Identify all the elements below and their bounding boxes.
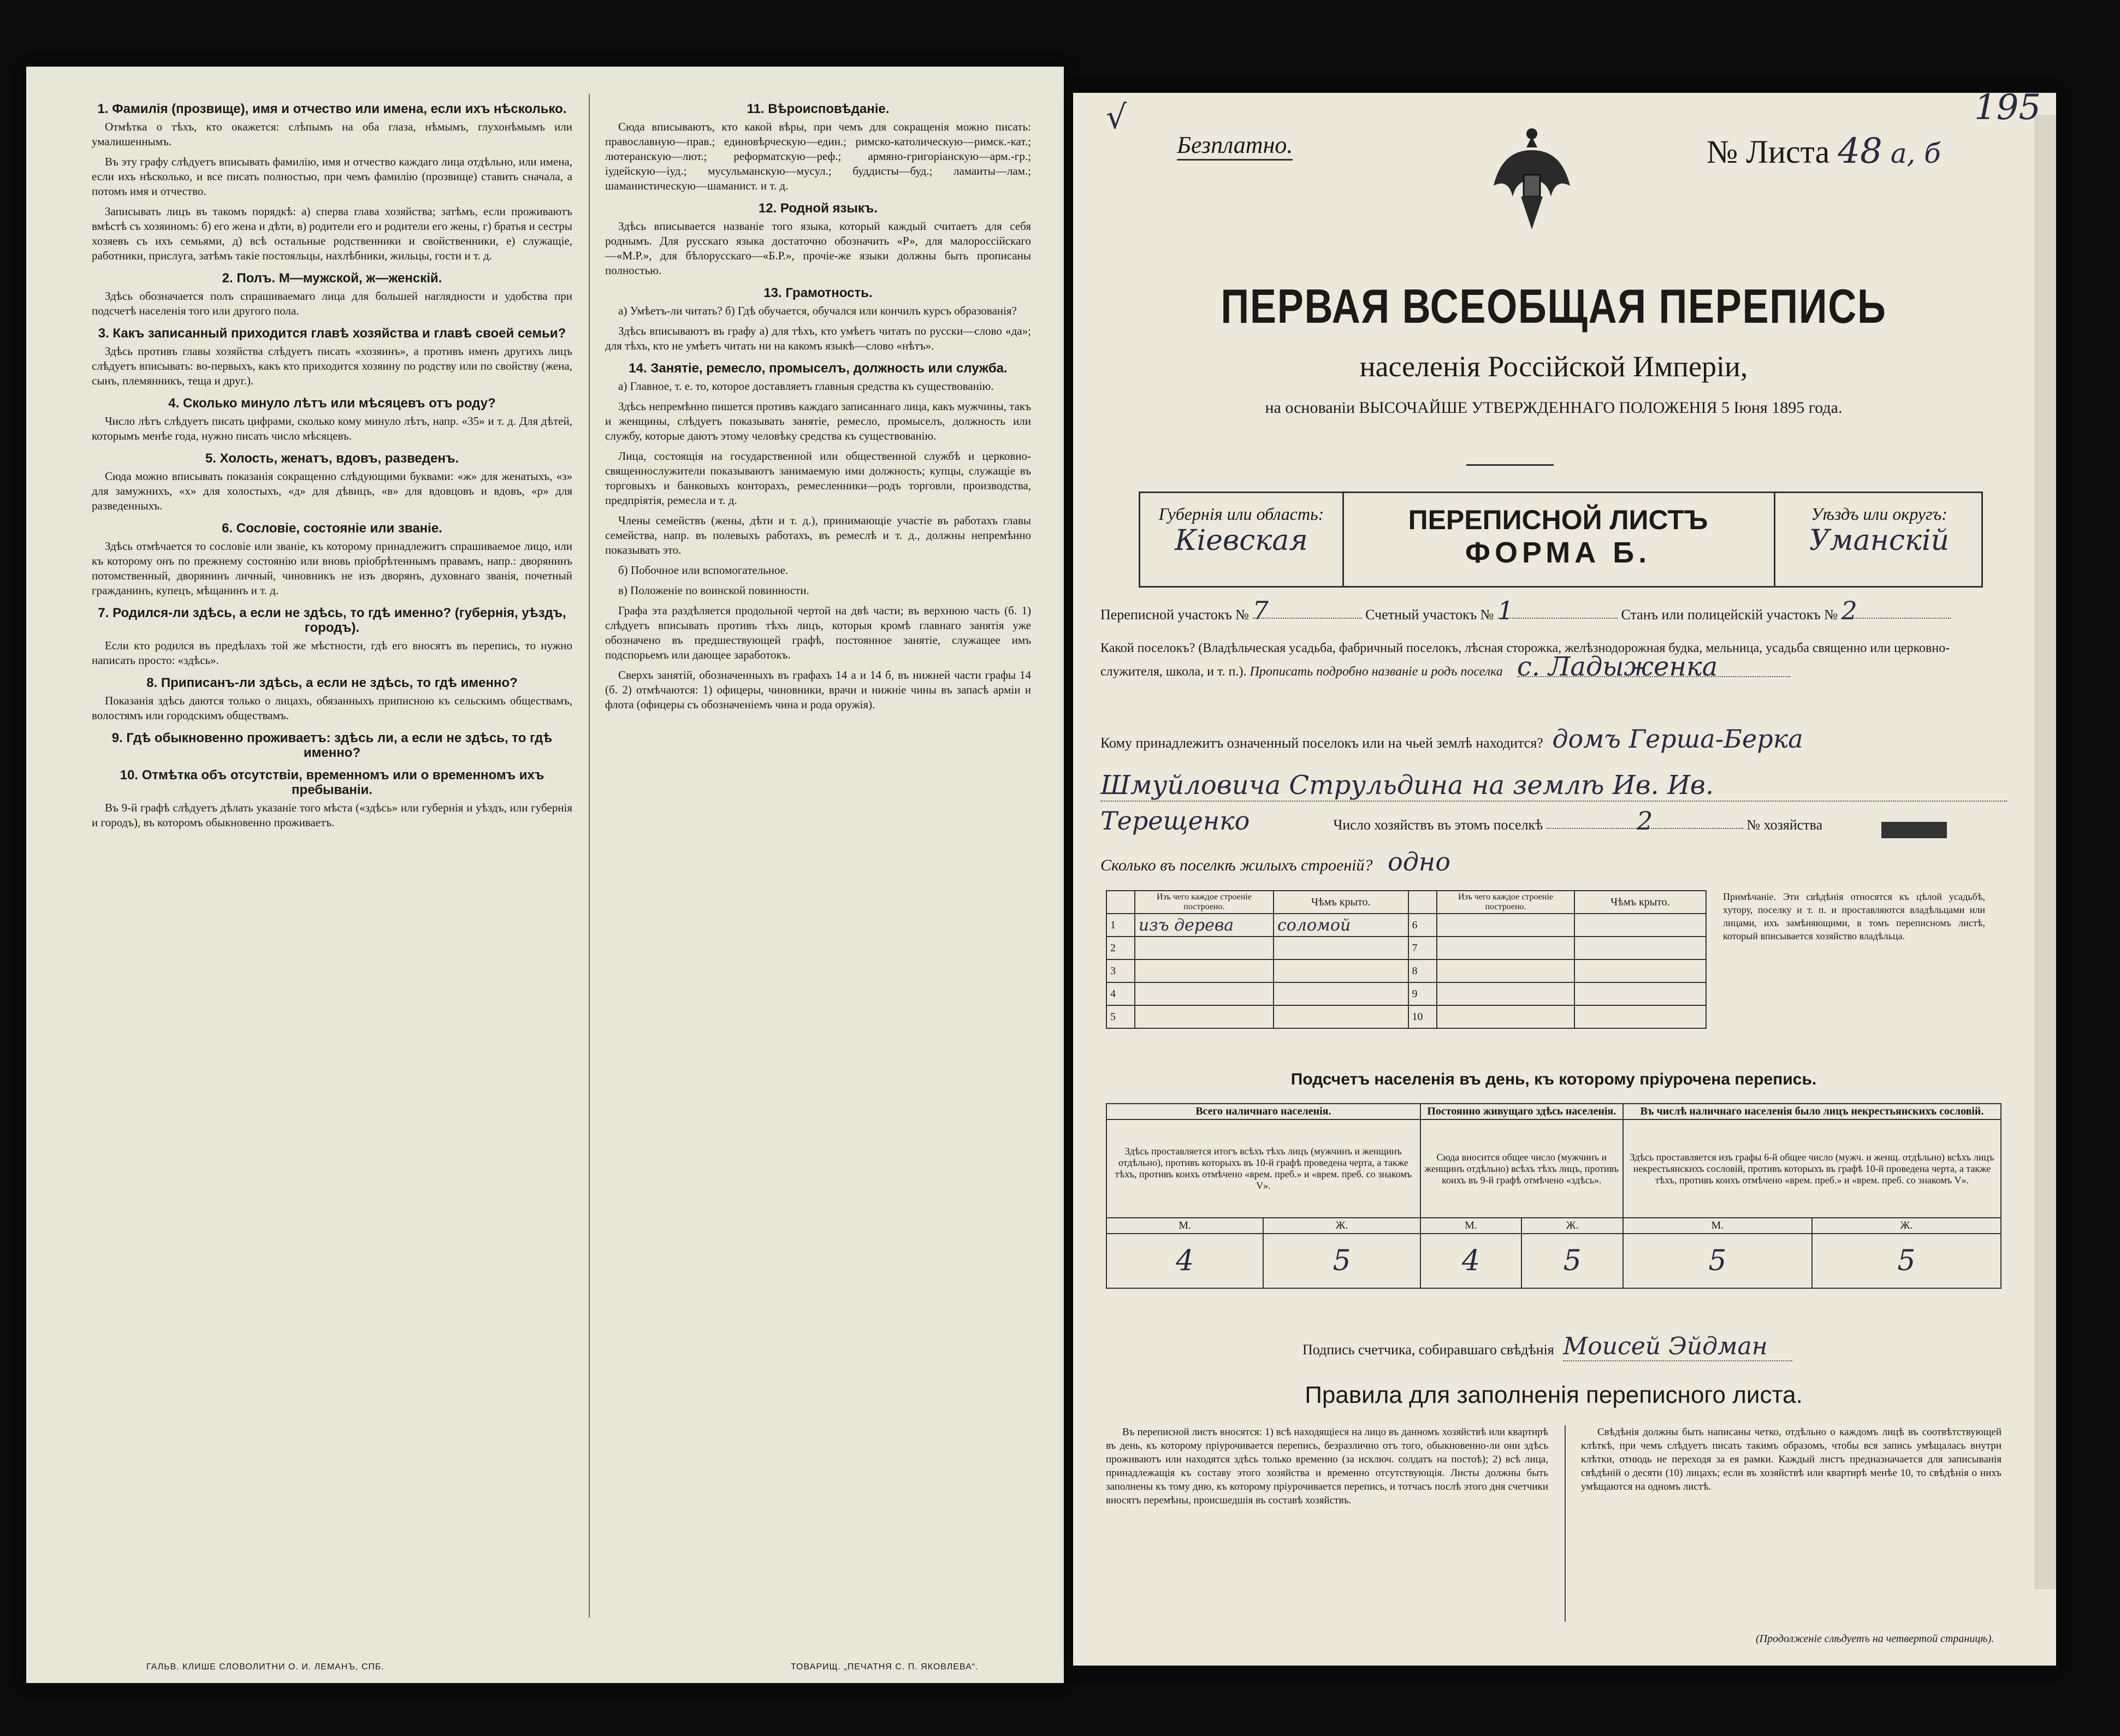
district-row (1100, 596, 2007, 625)
rules-text-right: Свѣдѣнія должны быть написаны четко, отдѣльно о каждомъ лицѣ въ соотвѣтствующей клѣткѣ, при чемъ слѣдуетъ писать такимъ образомъ, чтобы вся запись умѣщалась внутри клѣтки, отнюдь не переходя за ея рамки. Каждый листъ предназначается для записыванія свѣдѣній о десяти (10) лицахъ; если въ хозяйствѣ или квартирѣ менѣе 10, то свѣдѣнія о нихъ умѣщаются на одномъ листѣ. (1581, 1426, 2001, 1492)
stan-label: Станъ или полицейскій участокъ № (1621, 607, 1838, 623)
building-row (1106, 982, 1706, 1005)
settlement-hint: Прописать подробно названіе и родъ поселка (1250, 665, 1503, 679)
form-title: ПЕРЕПИСНОЙ ЛИСТЪ (1408, 505, 1708, 535)
count-district-value[interactable]: 1 (1497, 603, 1618, 619)
household-number-redaction (1881, 822, 1947, 838)
total-present-header: Всего наличнаго населенія. (1106, 1104, 1420, 1119)
building-roof[interactable] (1274, 1005, 1408, 1028)
instruction-paragraph: Въ 9-й графѣ слѣдуетъ дѣлать указаніе того мѣста («здѣсь» или губернія и уѣздъ, или губернія и городъ), въ которомъ обыкновенно проживаетъ. (92, 801, 572, 829)
census-district-label: Переписной участокъ № (1100, 607, 1250, 623)
gubernia-value[interactable]: Кіевская (1175, 524, 1308, 557)
male-label: М. (1106, 1218, 1263, 1234)
total-present-desc: Здѣсь проставляется итогъ всѣхъ тѣхъ лицъ (мужчинъ и женщинъ отдѣльно), противъ которыхъ въ 10-й графѣ проведена черта, а также тѣхъ, противъ коихъ отмѣчено «врем. преб.» и «врем. преб. со знакомъ V». (1106, 1119, 1420, 1218)
instruction-paragraph: б) Побочное или вспомогательное. (618, 564, 789, 577)
female-label: Ж. (1812, 1218, 2001, 1234)
instruction-heading: 10. Отмѣтка объ отсутствіи, временномъ или о временномъ ихъ пребываніи. (120, 768, 544, 797)
instruction-heading: 13. Грамотность. (763, 286, 873, 300)
building-number: 1 (1106, 914, 1135, 937)
instructions-column-1 (92, 94, 572, 836)
owner-label: Кому принадлежитъ означенный поселокъ или на чьей землѣ находится? (1100, 735, 1543, 751)
printer-credit-left: ГАЛЬВ. КЛИШЕ СЛОВОЛИТНИ О. И. ЛЕМАНЪ, СПБ. (146, 1662, 384, 1672)
instruction-paragraph: а) Главное, т. е. то, которое доставляетъ главныя средства къ существованію. (618, 380, 994, 393)
free-label: Безплатно. (1177, 131, 1293, 161)
building-number: 9 (1408, 982, 1437, 1005)
building-roof[interactable] (1274, 959, 1408, 982)
instruction-paragraph: а) Умѣетъ-ли читать? б) Гдѣ обучается, обучался или кончилъ курсъ образованія? (618, 304, 1017, 317)
left-page (26, 67, 1064, 1683)
continued-note: (Продолженіе слѣдуетъ на четвертой страницѣ). (1756, 1633, 1994, 1645)
male-label: М. (1623, 1218, 1812, 1234)
instruction-heading: 6. Сословіе, состояніе или званіе. (222, 521, 442, 536)
form-variant: ФОРМА Б. (1465, 536, 1651, 569)
owner-row (1100, 724, 2007, 754)
sheet-number-field (1707, 131, 1941, 171)
instruction-heading: 2. Полъ. М—мужской, ж—женскій. (222, 271, 442, 286)
sheet-number-value: 48 (1838, 131, 1882, 171)
census-legal-basis: на основаніи ВЫСОЧАЙШЕ УТВЕРЖДЕННАГО ПОЛОЖЕНІЯ 5 Іюня 1895 года. (1265, 399, 1843, 417)
owner-value-3[interactable]: Терещенко (1100, 806, 1250, 836)
divider-line (1466, 464, 1554, 466)
household-number-label: № хозяйства (1746, 817, 1823, 833)
instruction-heading: 9. Гдѣ обыкновенно проживаетъ: здѣсь ли, а если не здѣсь, то гдѣ именно? (111, 731, 553, 760)
buildings-material-header: Изъ чего каждое строеніе построено. (1135, 891, 1274, 914)
form-header-box (1139, 491, 1983, 588)
signature-label: Подпись счетчика, собиравшаго свѣдѣнія (1302, 1342, 1554, 1358)
non-peasant-desc: Здѣсь проставляется изъ графы 6-й общее число (мужч. и женщ. отдѣльно) всѣхъ лицъ некрестьянскихъ сословій, противъ которыхъ въ графѣ 10-й проведена черта, а также тѣхъ, противъ коихъ отмѣчено «врем. преб.» и «врем. преб. со знакомъ V». (1623, 1119, 2001, 1218)
non-peasant-header: Въ числѣ наличнаго населенія было лицъ некрестьянскихъ сословій. (1623, 1104, 2001, 1119)
owner-value-1[interactable]: домъ Герша-Берка (1552, 724, 1803, 754)
archive-number: 195 (1974, 93, 2041, 128)
imperial-eagle-icon (1488, 126, 1576, 235)
instruction-paragraph: Сверхъ занятій, обозначенныхъ въ графахъ 14 а и 14 б, въ нижней части графы 14 (б. 2) отмѣчаются: 1) офицеры, чиновники, врачи и нижніе чины въ запасѣ арміи и флота (офицеры съ обозначеніемъ чина и рода оружія). (605, 668, 1031, 711)
building-roof[interactable] (1574, 937, 1706, 959)
instruction-paragraph: Записывать лицъ въ такомъ порядкѣ: a) сперва глава хозяйства; затѣмъ, если проживаютъ вмѣстѣ съ хозяиномъ: б) его жена и дѣти, в) родители его и родители его жены, г) братья и сестры хозяевъ съ ихъ семьями, д) всѣ остальные родственники и свойственники, е) служащіе, работники, прислуга, затѣмъ такіе постояльцы, нахлѣбники, жильцы, гости и т. д. (92, 205, 572, 262)
building-roof[interactable] (1574, 1005, 1706, 1028)
building-roof[interactable] (1274, 982, 1408, 1005)
instruction-paragraph: Здѣсь отмѣчается то сословіе или званіе, къ которому принадлежитъ спрашиваемое лицо, или къ которому онъ по прежнему состоянію или вновь пріобрѣтеннымъ правамъ, напр.: дворянинъ потомственный, дворянинъ личный, чиновникъ не изъ дворянъ, духовнаго званія, почетный гражданинъ, купецъ, мѣщанинъ и т. д. (92, 540, 572, 597)
census-title: ПЕРВАЯ ВСЕОБЩАЯ ПЕРЕПИСЬ (1221, 279, 1887, 333)
count-nonpeasant-female[interactable]: 5 (1812, 1234, 2001, 1288)
instruction-heading: 12. Родной языкъ. (758, 201, 878, 216)
buildings-roof-header: Чѣмъ крыто. (1274, 891, 1408, 914)
household-row (1100, 806, 2007, 836)
instruction-paragraph: Здѣсь вписывается названіе того языка, который каждый считаетъ для себя роднымъ. Для русскаго языка достаточно обозначить «Р», для малороссійскаго—«М.Р.», для бѣлорусскаго—«Б.Р.», прочіе-же языки должны быть прописаны полностью. (605, 220, 1031, 277)
instruction-paragraph: Члены семействъ (жены, дѣти и т. д.), принимающіе участіе въ работахъ главы семейства, напр. въ полевыхъ работахъ, въ ремеслѣ и т. д., должны непремѣнно показывать это. (605, 514, 1031, 556)
building-row (1106, 959, 1706, 982)
building-material[interactable] (1437, 1005, 1574, 1028)
permanent-resident-header: Постоянно живущаго здѣсь населенія. (1420, 1104, 1623, 1119)
permanent-resident-desc: Сюда вносится общее число (мужчинъ и женщинъ отдѣльно) всѣхъ тѣхъ лицъ, противъ коихъ въ 9-й графѣ отмѣчено «здѣсь». (1420, 1119, 1623, 1218)
building-number: 7 (1408, 937, 1437, 959)
page-edge-strip (2034, 115, 2056, 1589)
settlement-row (1100, 639, 2007, 681)
instruction-paragraph: Число лѣтъ слѣдуетъ писать цифрами, сколько кому минуло лѣтъ, напр. «35» и т. д. Для дѣтей, которымъ менѣе года, нужно писать число мѣсяцевъ. (92, 414, 572, 442)
buildings-note: Примѣчаніе. Эти свѣдѣнія относятся къ цѣлой усадьбѣ, хутору, поселку и т. п. и проставляются владѣльцами или лицами, ихъ замѣняющими, в томъ переписномъ листѣ, который вписывается хозяйство владѣльца. (1723, 891, 1985, 941)
count-permanent-male[interactable]: 4 (1420, 1234, 1522, 1288)
uezd-value[interactable]: Уманскій (1809, 524, 1950, 557)
building-material[interactable] (1437, 982, 1574, 1005)
census-district-value[interactable]: 7 (1253, 603, 1362, 619)
form-title-cell (1342, 493, 1774, 586)
uezd-label: Уѣздъ или округъ: (1811, 504, 1947, 524)
instruction-heading: 1. Фамилія (прозвище), имя и отчество или имена, если ихъ нѣсколько. (97, 102, 567, 116)
buildings-table (1106, 890, 1707, 1029)
household-count-label: Число хозяйствъ въ этомъ поселкѣ (1333, 817, 1543, 833)
buildings-num-header (1106, 891, 1135, 914)
instruction-heading: 4. Сколько минуло лѣтъ или мѣсяцевъ отъ роду? (168, 396, 496, 411)
instruction-paragraph: Отмѣтка о тѣхъ, кто окажется: слѣпымъ на оба глаза, нѣмымъ, глухонѣмымъ или умалишеннымъ. (92, 120, 572, 148)
count-total-male[interactable]: 4 (1106, 1234, 1263, 1288)
building-material[interactable] (1437, 959, 1574, 982)
instruction-paragraph: Здѣсь вписываютъ въ графу а) для тѣхъ, кто умѣетъ читать по русски—слово «да»; для тѣхъ, кто не умѣетъ читать ни на какомъ языкѣ—слово «нѣтъ». (605, 324, 1031, 352)
count-permanent-female[interactable]: 5 (1521, 1234, 1623, 1288)
gubernia-cell (1140, 493, 1344, 586)
building-material[interactable] (1437, 937, 1574, 959)
sheet-number-label: № Листа (1707, 134, 1830, 170)
instruction-paragraph: Сюда вписываютъ, кто какой вѣры, при чемъ для сокращенія можно писать: православную—прав.; единовѣрческую—един.; римско-католическую—римск.-кат.; лютеранскую—лют.; реформатскую—реф.; армяно-григоріанскую—арм.-гр.; іудейскую—іуд.; мусульманскую—мусул.; буддисты—буд.; ламаиты—лам.; шаманистическую—шаманист. и т. д. (605, 120, 1031, 192)
instruction-paragraph: в) Положеніе по воинской повинности. (618, 584, 809, 597)
instruction-heading: 8. Приписанъ-ли здѣсь, а если не здѣсь, то гдѣ именно? (146, 676, 518, 690)
building-roof[interactable] (1274, 937, 1408, 959)
count-total-female[interactable]: 5 (1263, 1234, 1420, 1288)
instruction-paragraph: Лица, состоящія на государственной или общественной службѣ и церковно-священнослужители показываютъ занимаемую ими должность; купцы, служащіе въ торговыхъ и банковыхъ конторахъ, ремесленники—родъ торговли, производства, предпріятія, ремесла и т. д. (605, 449, 1031, 507)
female-label: Ж. (1263, 1218, 1420, 1234)
population-count-title: Подсчетъ населенія въ день, къ которому пріурочена перепись. (1290, 1070, 1817, 1088)
building-material[interactable]: изъ дерева (1135, 914, 1274, 937)
rules-text-left: Въ переписной листъ вносятся: 1) всѣ находящіеся на лицо въ данномъ хозяйствѣ или квартирѣ въ день, къ которому пріурочивается перепись, безразлично отъ того, обыкновенно-ли они здѣсь проживаютъ или находятся здѣсь только временно (за исключ. солдатъ на постоѣ); 2) всѣ лица, принадлежащія къ составу этого хозяйства и временно отсутствующія. Листы должны быть заполнены къ тому дню, къ которому пріурочивается перепись, и тотчасъ послѣ этого дня счетчики вносятъ перемѣны, происшедшія въ составѣ хозяйствъ. (1106, 1426, 1548, 1506)
building-number: 5 (1106, 1005, 1135, 1028)
building-roof[interactable] (1574, 914, 1706, 937)
count-nonpeasant-male[interactable]: 5 (1623, 1234, 1812, 1288)
houses-label: Сколько въ поселкѣ жилыхъ строеній? (1100, 856, 1373, 874)
uezd-cell (1774, 493, 1983, 586)
instruction-paragraph: Сюда можно вписывать показанія сокращенно слѣдующими буквами: «ж» для женатыхъ, «з» для замужнихъ, «х» для холостыхъ, «д» для дѣвицъ, «в» для вдовцовъ и вдовъ, «р» для разведенныхъ. (92, 470, 572, 512)
building-number: 10 (1408, 1005, 1437, 1028)
building-row (1106, 937, 1706, 959)
stan-value[interactable]: 2 (1841, 603, 1951, 619)
owner-value-2[interactable]: Шмуйловича Струльдина на землѣ Ив. Ив. (1100, 770, 2007, 802)
printer-credit-right: ТОВАРИЩ. „ПЕЧАТНЯ С. П. ЯКОВЛЕВА“. (791, 1662, 979, 1672)
instructions-column-2 (605, 94, 1031, 718)
building-material[interactable] (1135, 959, 1274, 982)
instruction-paragraph: Графа эта раздѣляется продольной чертой на двѣ части; въ верхнюю часть (б. 1) слѣдуетъ вписывать противъ тѣхъ лицъ, которыя кромѣ главнаго занятія уже обозначено въ предшествующей графѣ, постоянное занятіе, служащее имъ подспорьемъ или дающее заработокъ. (605, 604, 1031, 661)
instruction-paragraph: Показанія здѣсь даются только о лицахъ, обязанныхъ приписною къ сельскимъ обществамъ, волостямъ или городскимъ обществамъ. (92, 694, 572, 722)
instruction-paragraph: Здѣсь непремѣнно пишется противъ каждаго записаннаго лица, какъ мужчины, такъ и женщины, слѣдуетъ показывать занятіе, ремесло, промыселъ, должность или службу, которые даютъ этому человѣку средства къ существованію. (605, 400, 1031, 442)
signature-row (1302, 1332, 1792, 1361)
instruction-heading: 7. Родился-ли здѣсь, а если не здѣсь, то гдѣ именно? (губернія, уѣздъ, городъ). (98, 606, 566, 635)
female-label: Ж. (1521, 1218, 1623, 1234)
household-count-value[interactable]: 2 (1547, 814, 1743, 829)
building-number: 2 (1106, 937, 1135, 959)
building-roof[interactable] (1574, 959, 1706, 982)
instruction-heading: 5. Холость, женатъ, вдовъ, разведенъ. (205, 451, 459, 466)
building-number: 6 (1408, 914, 1437, 937)
instruction-paragraph: Здѣсь обозначается полъ спрашиваемаго лица для большей наглядности и удобства при подсчетѣ населенія того или другого пола. (92, 289, 572, 317)
buildings-material-header-2: Изъ чего каждое строеніе построено. (1437, 891, 1574, 914)
count-district-label: Счетный участокъ № (1365, 607, 1494, 623)
houses-value[interactable]: одно (1388, 847, 1450, 876)
building-material[interactable] (1135, 982, 1274, 1005)
instruction-heading: 3. Какъ записанный приходится главѣ хозяйства и главѣ своей семьи? (98, 326, 566, 341)
building-number: 3 (1106, 959, 1135, 982)
building-material[interactable] (1437, 914, 1574, 937)
building-row (1106, 914, 1706, 937)
building-number: 4 (1106, 982, 1135, 1005)
column-divider (589, 94, 590, 1617)
census-subtitle: населенія Россійской Имперіи, (1359, 350, 1748, 383)
right-page (1073, 93, 2056, 1666)
building-material[interactable] (1135, 937, 1274, 959)
sheet-suffix: а, б (1890, 138, 1941, 169)
signature-value[interactable]: Моисей Эйдман (1563, 1332, 1792, 1361)
settlement-label: Какой поселокъ? (Владѣльческая усадьба, фабричный поселокъ, лѣсная сторожка, желѣзнодорожная будка, мельница, усадьба священно или церковно-служителя, школа, и т. п.). (1100, 641, 1950, 679)
rules-title: Правила для заполненія переписного листа. (1305, 1382, 1803, 1408)
instruction-paragraph: Здѣсь противъ главы хозяйства слѣдуетъ писать «хозяинъ», а противъ именъ другихъ лицъ слѣдуетъ вписывать: во-первыхъ, какъ кто приходится хозяину по родству или по свойству (жена, сынъ, племянникъ, теща и друг.). (92, 345, 572, 387)
gubernia-label: Губернія или область: (1158, 504, 1324, 524)
building-number: 8 (1408, 959, 1437, 982)
building-row (1106, 1005, 1706, 1028)
instruction-paragraph: Въ эту графу слѣдуетъ вписывать фамилію, имя и отчество каждаго лица отдѣльно, или имена, если ихъ нѣсколько, и все писать полностью, при чемъ фамилію (прозвище) ставить сначала, а потомъ имя и отчество. (92, 155, 572, 198)
instruction-paragraph: Если кто родился въ предѣлахъ той же мѣстности, гдѣ его вносятъ въ перепись, то нужно написать просто: «здѣсь». (92, 639, 572, 667)
check-mark: √ (1106, 98, 1127, 137)
male-label: М. (1420, 1218, 1522, 1234)
buildings-roof-header-2: Чѣмъ крыто. (1574, 891, 1706, 914)
building-roof[interactable]: соломой (1274, 914, 1408, 937)
houses-row (1100, 847, 1450, 876)
population-table (1106, 1103, 2001, 1289)
instruction-heading: 11. Вѣроисповѣданіе. (747, 102, 890, 116)
buildings-num-header-2 (1408, 891, 1437, 914)
building-material[interactable] (1135, 1005, 1274, 1028)
building-roof[interactable] (1574, 982, 1706, 1005)
rules-divider (1565, 1425, 1566, 1622)
instruction-heading: 14. Занятіе, ремесло, промыселъ, должность или служба. (629, 361, 1008, 376)
settlement-value[interactable]: с. Ладыженка (1517, 657, 1790, 677)
